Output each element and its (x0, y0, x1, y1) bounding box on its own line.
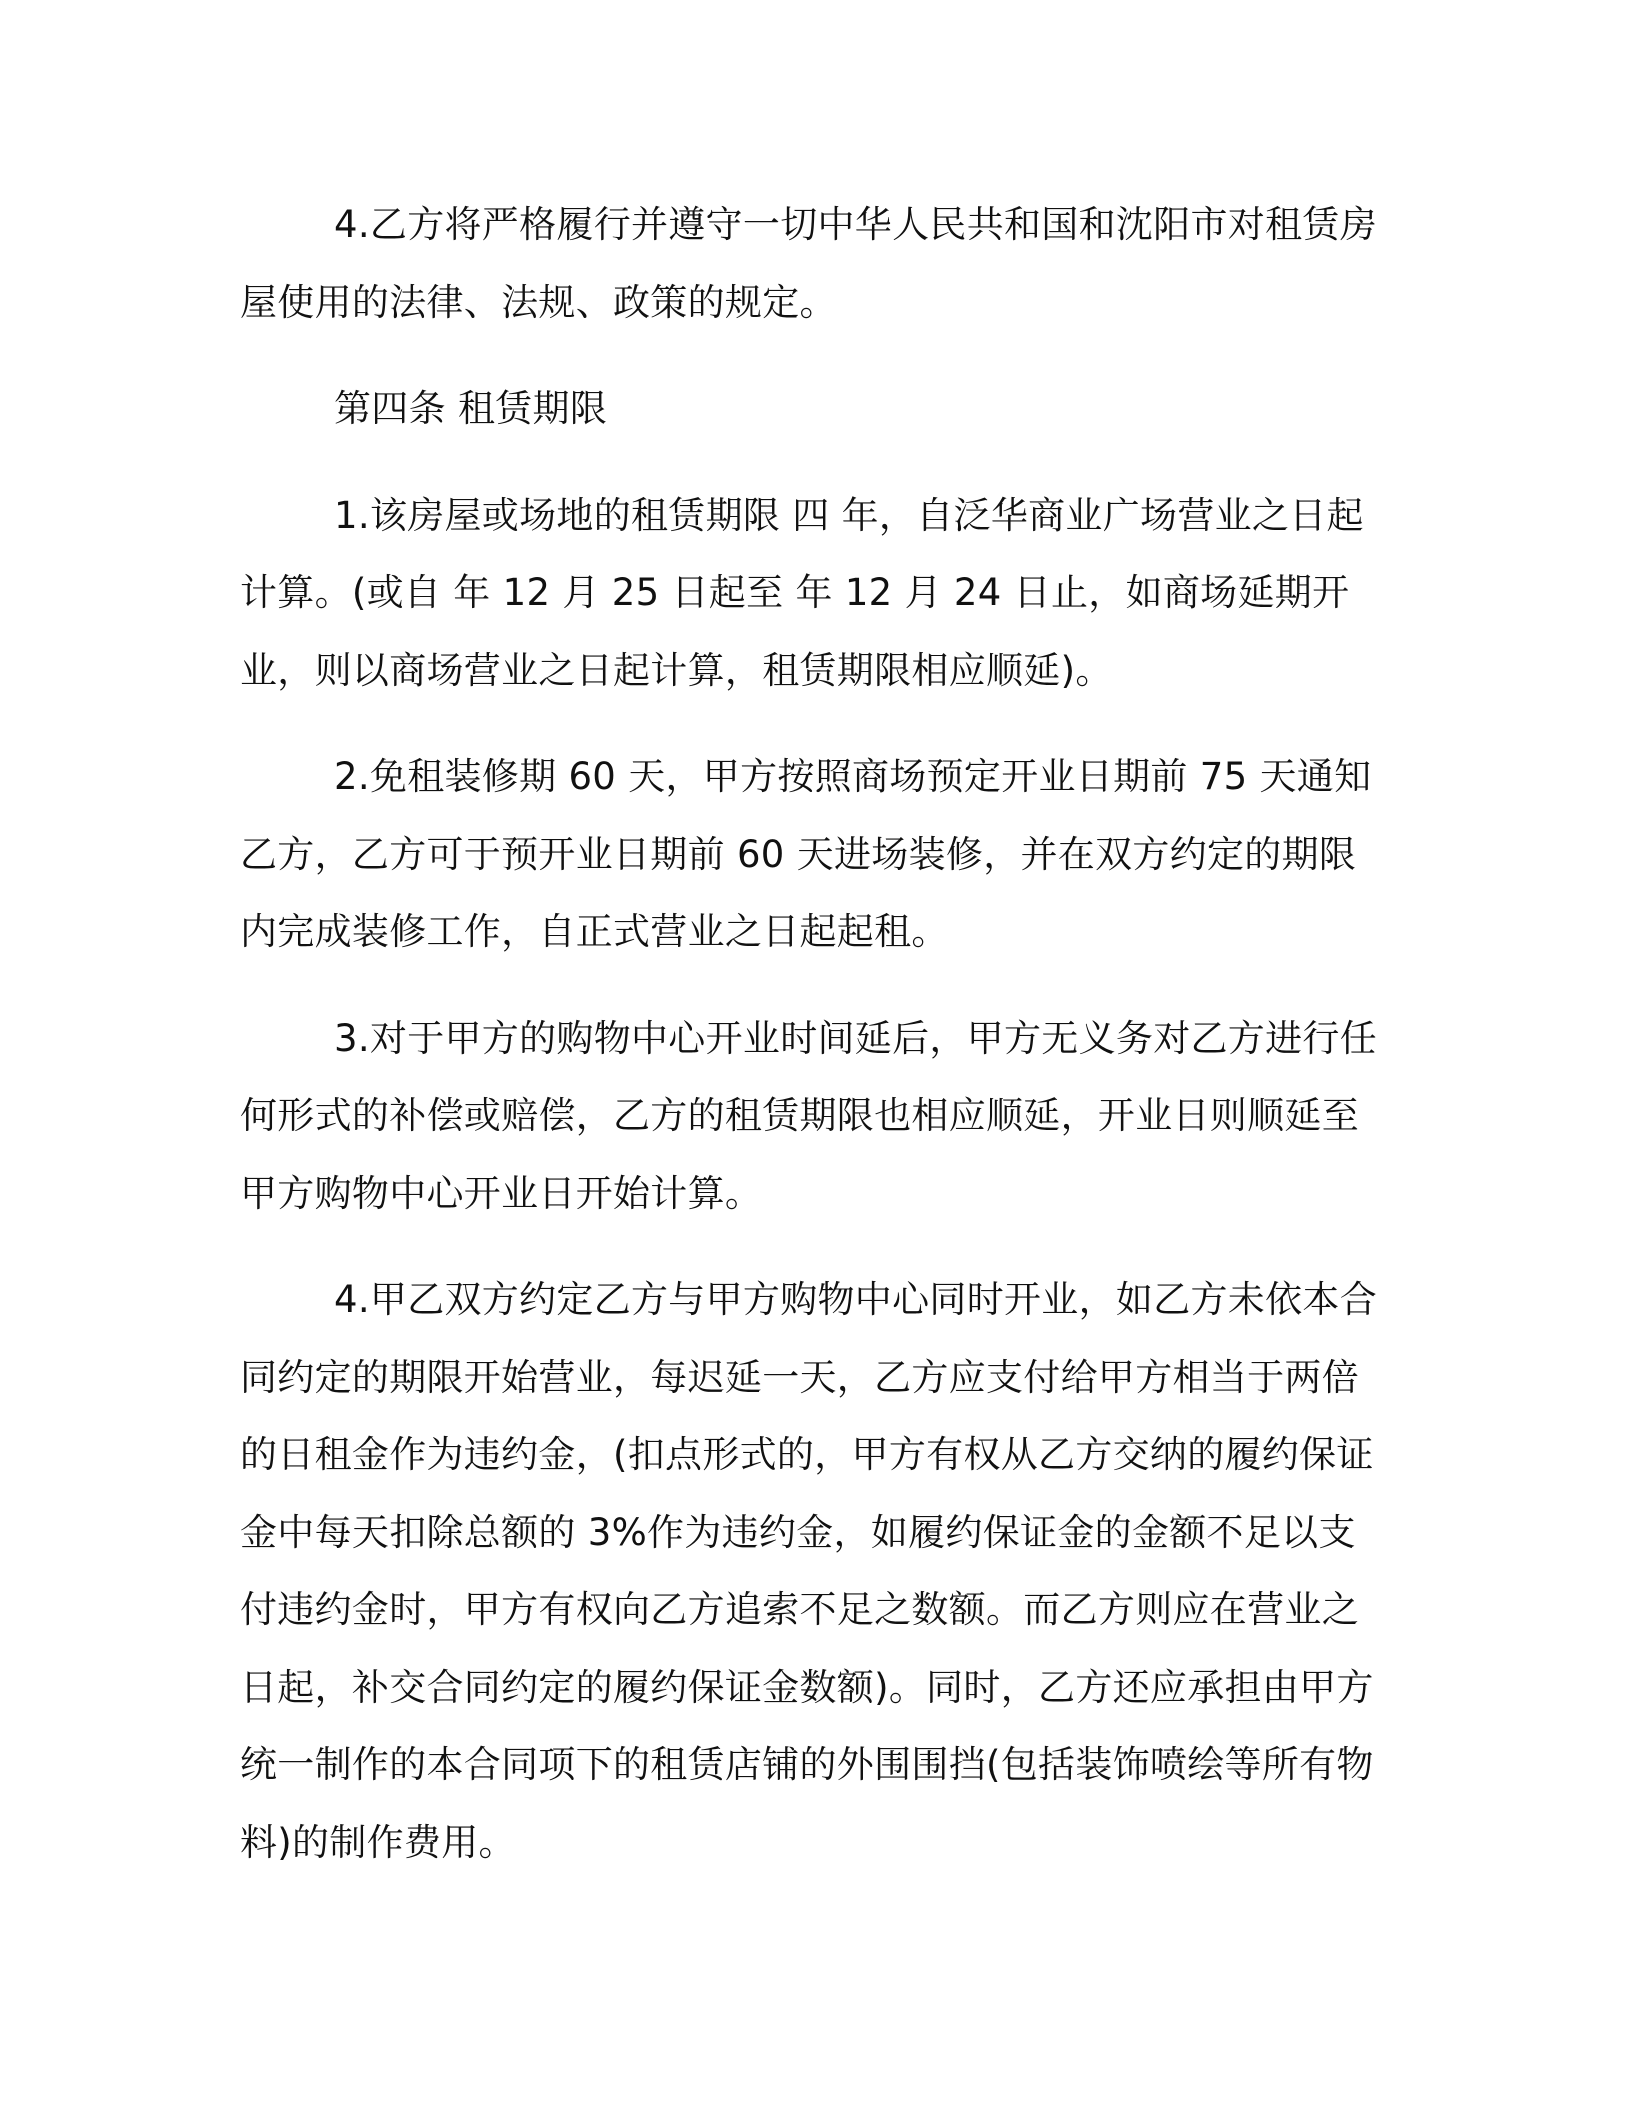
document-body (240, 186, 1390, 1881)
paragraph-gap (240, 1232, 1390, 1261)
paragraph-gap (240, 971, 1390, 1000)
paragraph-gap (240, 341, 1390, 370)
paragraph-lease-term-item-2: 2.免租装修期 60 天，甲方按照商场预定开业日期前 75 天通知乙方，乙方可于预开业日期前 60 天进场装修，并在双方约定的期限内完成装修工作，自正式营业之日起起租。 (240, 755, 1372, 953)
paragraph-gap (240, 709, 1390, 738)
paragraph-gap (240, 448, 1390, 477)
section-heading-article-4: 第四条 租赁期限 (334, 387, 608, 430)
paragraph-lease-term-item-1: 1.该房屋或场地的租赁期限 四 年，自泛华商业广场营业之日起计算。(或自 年 12 月 25 日起至 年 12 月 24 日止，如商场延期开业，则以商场营业之日起计算，租赁期限相应顺延)。 (240, 493, 1364, 692)
paragraph-lease-term-item-3: 3.对于甲方的购物中心开业时间延后，甲方无义务对乙方进行任何形式的补偿或赔偿，乙方的租赁期限也相应顺延，开业日则顺延至甲方购物中心开业日开始计算。 (240, 1016, 1377, 1215)
paragraph-clause-3-item-4: 4.乙方将严格履行并遵守一切中华人民共和国和沈阳市对租赁房屋使用的法律、法规、政策的规定。 (240, 203, 1377, 324)
paragraph-lease-term-item-4: 4.甲乙双方约定乙方与甲方购物中心同时开业，如乙方未依本合同约定的期限开始营业，每迟延一天，乙方应支付给甲方相当于两倍的日租金作为违约金，(扣点形式的，甲方有权从乙方交纳的履约保证金中每天扣除总额的 3%作为违约金，如履约保证金的金额不足以支付违约金时，甲方有权向乙方追索不足之数额。而乙方则应在营业之日起，补交合同约定的履约保证金数额)。同时，乙方还应承担由甲方统一制作的本合同项下的租赁店铺的外围围挡(包括装饰喷绘等所有物料)的制作费用。 (240, 1278, 1377, 1864)
